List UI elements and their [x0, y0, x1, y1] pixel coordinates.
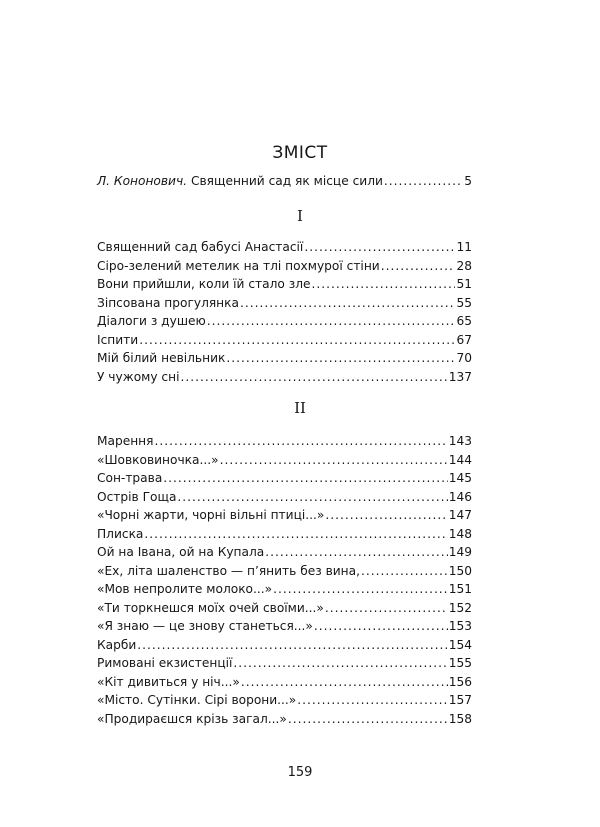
toc-entry: Римовані екзистенції ..... 155	[97, 656, 472, 675]
toc-entry: «Ех, літа шаленство — п’янить без вина, ..... 150	[97, 564, 472, 583]
leader-dots	[381, 259, 456, 273]
leader-dots	[163, 471, 447, 485]
leader-dots	[288, 712, 448, 726]
contents-title: ЗМІСТ	[272, 143, 328, 163]
toc-entry: Зіпсована прогулянка ..... 55	[97, 296, 472, 315]
leader-dots	[325, 508, 447, 522]
leader-dots	[311, 277, 455, 291]
toc-entry: Вони прийшли, коли їй стало зле ..... 51	[97, 277, 472, 296]
toc-entry: «Мов непролите молоко...» ..... 151	[97, 582, 472, 601]
toc-entry: «Продираєшся крізь загал...» ..... 158	[97, 712, 472, 731]
intro-author: Л. Кононович.	[97, 174, 188, 188]
intro-entry-block	[97, 174, 472, 193]
section-heading-1: I	[297, 207, 303, 225]
leader-dots	[273, 582, 448, 596]
leader-dots	[155, 434, 448, 448]
leader-dots	[177, 490, 447, 504]
intro-page: 5	[464, 174, 472, 188]
toc-entry: Мій білий невільник ..... 70	[97, 351, 472, 370]
toc-entry: «Місто. Сутінки. Сірі ворони...» ..... 157	[97, 693, 472, 712]
leader-dots	[226, 351, 455, 365]
leader-dots	[304, 240, 455, 254]
toc-entry: Ой на Івана, ой на Купала ..... 149	[97, 545, 472, 564]
toc-entry: «Шовковиночка...» ..... 144	[97, 453, 472, 472]
leader-dots	[297, 693, 447, 707]
leader-dots	[265, 545, 447, 559]
toc-entry: «Ти торкнешся моїх очей своїми...» ..... 152	[97, 601, 472, 620]
toc-entry-intro	[97, 174, 472, 193]
intro-title: Священний сад як місце сили	[190, 174, 383, 188]
toc-entry: Сіро-зелений метелик на тлі похмурої стіни ..... 28	[97, 259, 472, 278]
leader-dots	[220, 453, 448, 467]
section-heading-2: II	[294, 399, 306, 417]
section-2-entries	[97, 434, 472, 730]
toc-entry: Карби ..... 154	[97, 638, 472, 657]
leader-dots	[240, 296, 456, 310]
leader-dots	[314, 619, 448, 633]
leader-dots	[181, 370, 448, 384]
toc-entry: Сон-трава ..... 145	[97, 471, 472, 490]
page-number: 159	[287, 765, 313, 780]
toc-entry: «Кіт дивиться у ніч...» ..... 156	[97, 675, 472, 694]
leader-dots	[384, 174, 463, 188]
toc-entry: Священний сад бабусі Анастасії ..... 11	[97, 240, 472, 259]
leader-dots	[207, 314, 456, 328]
leader-dots	[144, 527, 447, 541]
toc-entry: Іспити ..... 67	[97, 333, 472, 352]
toc-entry: «Чорні жарти, чорні вільні птиці...» ..... 147	[97, 508, 472, 527]
toc-entry: Острів Гоща ..... 146	[97, 490, 472, 509]
leader-dots	[361, 564, 448, 578]
leader-dots	[233, 656, 447, 670]
leader-dots	[241, 675, 448, 689]
toc-entry: Плиска ..... 148	[97, 527, 472, 546]
leader-dots	[137, 638, 447, 652]
toc-entry: Діалоги з душею ..... 65	[97, 314, 472, 333]
leader-dots	[325, 601, 448, 615]
toc-entry: У чужому сні ..... 137	[97, 370, 472, 389]
toc-entry: «Я знаю — це знову станеться...» ..... 153	[97, 619, 472, 638]
toc-entry: Марення ..... 143	[97, 434, 472, 453]
leader-dots	[139, 333, 455, 347]
section-1-entries	[97, 240, 472, 388]
